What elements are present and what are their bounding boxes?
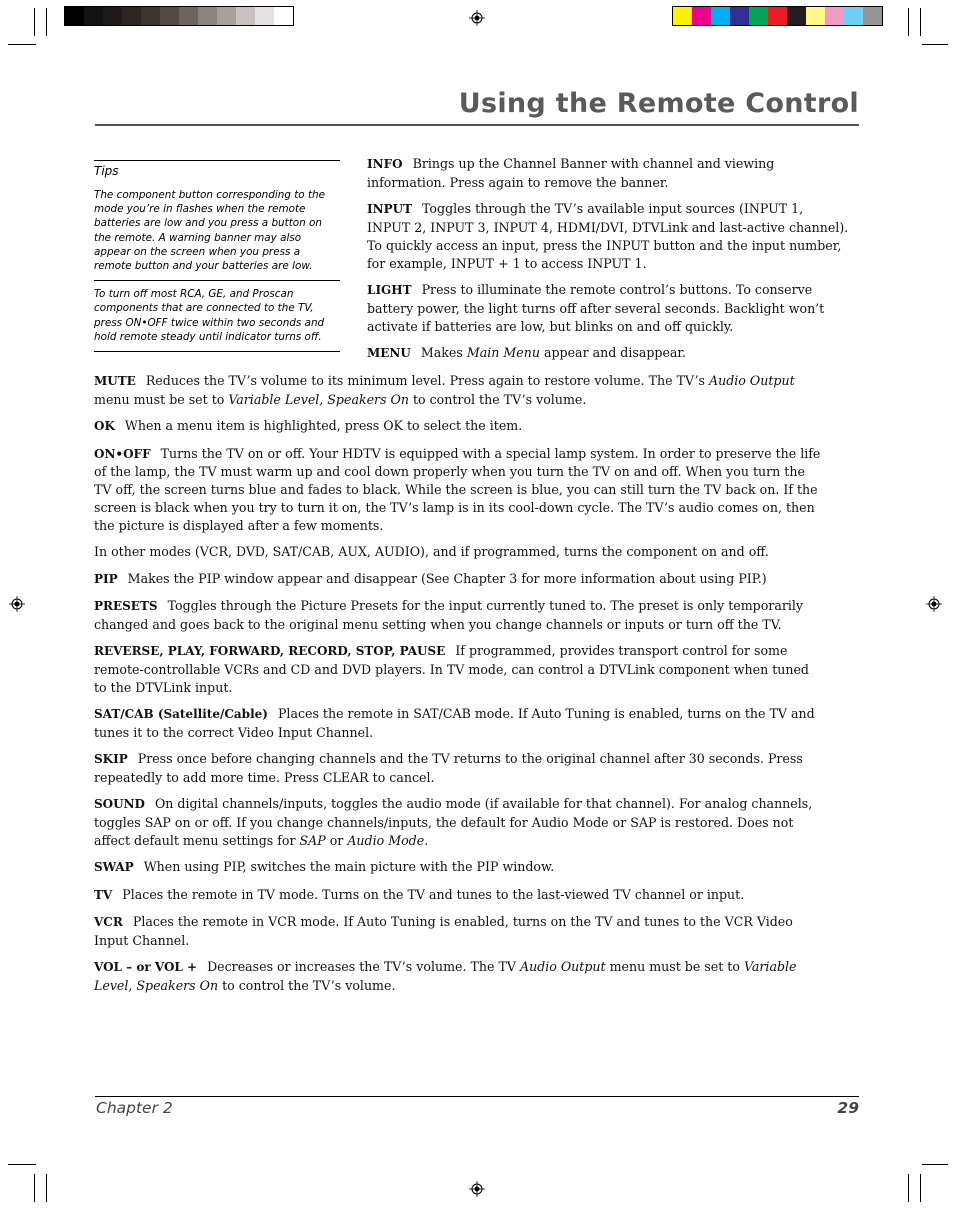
term: OK — [94, 419, 115, 434]
entry-input — [367, 200, 849, 272]
entry-text: When a menu item is highlighted, press OK to select the item. — [124, 418, 523, 434]
page-number: 29 — [837, 1099, 859, 1117]
sidebar-divider — [94, 351, 340, 352]
color-swatch — [673, 7, 692, 25]
term: VCR — [94, 915, 123, 930]
gray-swatch — [65, 7, 84, 25]
entry-transport — [94, 642, 824, 696]
entry-swap — [94, 858, 824, 877]
registration-mark-icon — [469, 1181, 485, 1197]
entry-text: Makes — [420, 344, 467, 360]
entry-pip — [94, 570, 824, 589]
entry-info — [367, 155, 849, 192]
term: SOUND — [94, 797, 145, 812]
entry-text: Places the remote in TV mode. Turns on the TV and tunes to the last-viewed TV channel or input. — [122, 886, 745, 902]
footer-divider — [95, 1096, 859, 1097]
gray-swatch — [198, 7, 217, 25]
grayscale-calibration-bar — [64, 6, 294, 26]
entry-satcab — [94, 705, 824, 742]
entry-skip — [94, 750, 824, 787]
registration-mark-icon — [926, 596, 942, 612]
registration-mark-icon — [9, 596, 25, 612]
term: SAT/CAB (Satellite/Cable) — [94, 707, 268, 722]
entry-text: Press to illuminate the remote control’s buttons. To conserve battery power, the light turns off after several seconds. Backlight won’t activate if batteries are low, but blinks on and off quickly. — [367, 281, 825, 334]
entry-vol — [94, 958, 824, 995]
gray-swatch — [160, 7, 179, 25]
color-swatch — [730, 7, 749, 25]
term: PIP — [94, 571, 118, 586]
right-column — [367, 155, 849, 371]
color-swatch — [768, 7, 787, 25]
entry-text: Places the remote in SAT/CAB mode. If Auto Tuning is enabled, turns on the TV and tunes it to the correct Video Input Channel. — [94, 706, 815, 740]
gray-swatch — [179, 7, 198, 25]
title-divider — [95, 124, 859, 126]
tip-text: To turn off most RCA, GE, and Proscan components that are connected to the TV, press ON•OFF twice within two seconds and hold remote steady until indicator turns off. — [94, 288, 325, 343]
entry-text: Toggles through the Picture Presets for the input currently tuned to. The preset is only temporarily changed and goes back to the original menu setting when you change channels or inputs or turn off the TV. — [94, 597, 804, 632]
term: SKIP — [94, 752, 128, 767]
entry-other-modes: In other modes (VCR, DVD, SAT/CAB, AUX, AUDIO), and if programmed, turns the component on and off. — [94, 544, 769, 560]
entry-text: . — [424, 833, 429, 849]
term: INPUT — [367, 202, 412, 217]
entry-text: Makes the PIP window appear and disappear (See Chapter 3 for more information about using PIP.) — [127, 570, 767, 586]
entry-text: Turns the TV on or off. Your HDTV is equipped with a special lamp system. In order to preserve the life of the lamp, the TV must warm up and cool down properly when you turn the TV on and off. When you turn the TV off, the screen turns blue and fades to black. While the screen is blue, you can still turn the TV back on. If the screen is black when you try to turn it on, the TV’s lamp is in its cool-down cycle. The TV’s audio comes on, then the picture is displayed after a few moments. — [94, 445, 821, 533]
entry-text: to control the TV’s volume. — [218, 978, 396, 994]
entry-text: Reduces the TV’s volume to its minimum level. Press again to restore volume. The TV’s — [145, 373, 710, 388]
term: VOL – or VOL + — [94, 960, 198, 975]
page-title: Using the Remote Control — [458, 88, 859, 119]
term: TV — [94, 887, 113, 902]
entry-italic: SAP — [299, 833, 326, 849]
tip-text: The component button corresponding to the mode you’re in flashes when the remote batteries are low and you press a button on the remote. A warning banner may also appear on the screen when you press a remote button and your batteries are low. — [94, 189, 325, 273]
entry-text: menu must be set to — [605, 959, 744, 975]
term: MENU — [367, 345, 411, 360]
color-swatch — [711, 7, 730, 25]
entry-text: Press once before changing channels and the TV returns to the original channel after 30 seconds. Press repeatedly to add more time. Press CLEAR to cancel. — [94, 751, 803, 786]
gray-swatch — [236, 7, 255, 25]
gray-swatch — [217, 7, 236, 25]
entry-italic: Audio Output — [519, 959, 606, 975]
gray-swatch — [103, 7, 122, 25]
entry-italic: Audio Mode — [347, 833, 425, 849]
gray-swatch — [274, 7, 293, 25]
color-swatch — [692, 7, 711, 25]
entry-presets — [94, 597, 824, 634]
entry-mute — [94, 372, 824, 409]
entry-text: If programmed, provides transport control for some remote-controllable VCRs and CD and DVD players. In TV mode, can control a DTVLink component when tuned to the DTVLink input. — [94, 643, 809, 695]
term: INFO — [367, 157, 403, 171]
entry-text: Places the remote in VCR mode. If Auto Tuning is enabled, turns on the TV and tunes to the VCR Video Input Channel. — [94, 914, 793, 949]
color-swatch — [749, 7, 768, 25]
term: REVERSE, PLAY, FORWARD, RECORD, STOP, PAUSE — [94, 644, 446, 659]
entry-ok — [94, 417, 824, 436]
entry-text: On digital channels/inputs, toggles the audio mode (if available for that channel). For analog channels, toggles SAP on or off. If you change channels/inputs, the default for Audio Mode or SAP is restored. Does not affect default menu settings for — [94, 796, 813, 849]
gray-swatch — [141, 7, 160, 25]
entry-menu — [367, 344, 849, 363]
sidebar-divider — [94, 160, 340, 161]
entry-italic: Audio Output — [709, 373, 795, 388]
color-calibration-bar — [672, 6, 883, 26]
entry-text: Decreases or increases the TV’s volume. The TV — [207, 959, 520, 975]
entry-text: Brings up the Channel Banner with channel and viewing information. Press again to remove the banner. — [367, 156, 775, 190]
color-swatch — [863, 7, 882, 25]
gray-swatch — [84, 7, 103, 25]
registration-mark-icon — [469, 10, 485, 26]
color-swatch — [806, 7, 825, 25]
entry-text: When using PIP, switches the main picture with the PIP window. — [143, 859, 555, 875]
gray-swatch — [255, 7, 274, 25]
chapter-label: Chapter 2 — [96, 1099, 173, 1117]
entry-onoff — [94, 445, 824, 535]
entry-italic: Variable Level, Speakers On — [228, 391, 409, 407]
entry-tv — [94, 886, 824, 905]
tips-heading: Tips — [94, 164, 119, 178]
color-swatch — [787, 7, 806, 25]
main-content — [94, 372, 824, 1004]
entry-vcr — [94, 913, 824, 950]
entry-italic: Main Menu — [466, 344, 540, 360]
entry-sound — [94, 795, 824, 849]
term: LIGHT — [367, 282, 412, 297]
entry-text: menu must be set to — [94, 391, 229, 407]
tips-sidebar — [94, 160, 340, 352]
term: MUTE — [94, 374, 136, 388]
gray-swatch — [122, 7, 141, 25]
entry-text: to control the TV’s volume. — [408, 391, 587, 407]
color-swatch — [844, 7, 863, 25]
entry-text: appear and disappear. — [539, 344, 687, 360]
term: SWAP — [94, 860, 134, 875]
entry-italic: Variable Level, Speakers On — [94, 959, 797, 994]
entry-text: Toggles through the TV’s available input sources (INPUT 1, INPUT 2, INPUT 3, INPUT 4, HDMI/DVI, DTVLink and last-active channel). To quickly access an input, press the INPUT button and the input number, for example, INPUT + 1 to access INPUT 1. — [367, 201, 849, 271]
term: ON•OFF — [94, 446, 151, 461]
sidebar-divider — [94, 280, 340, 281]
term: PRESETS — [94, 598, 158, 613]
entry-text: or — [325, 833, 348, 849]
entry-light — [367, 281, 849, 335]
color-swatch — [825, 7, 844, 25]
